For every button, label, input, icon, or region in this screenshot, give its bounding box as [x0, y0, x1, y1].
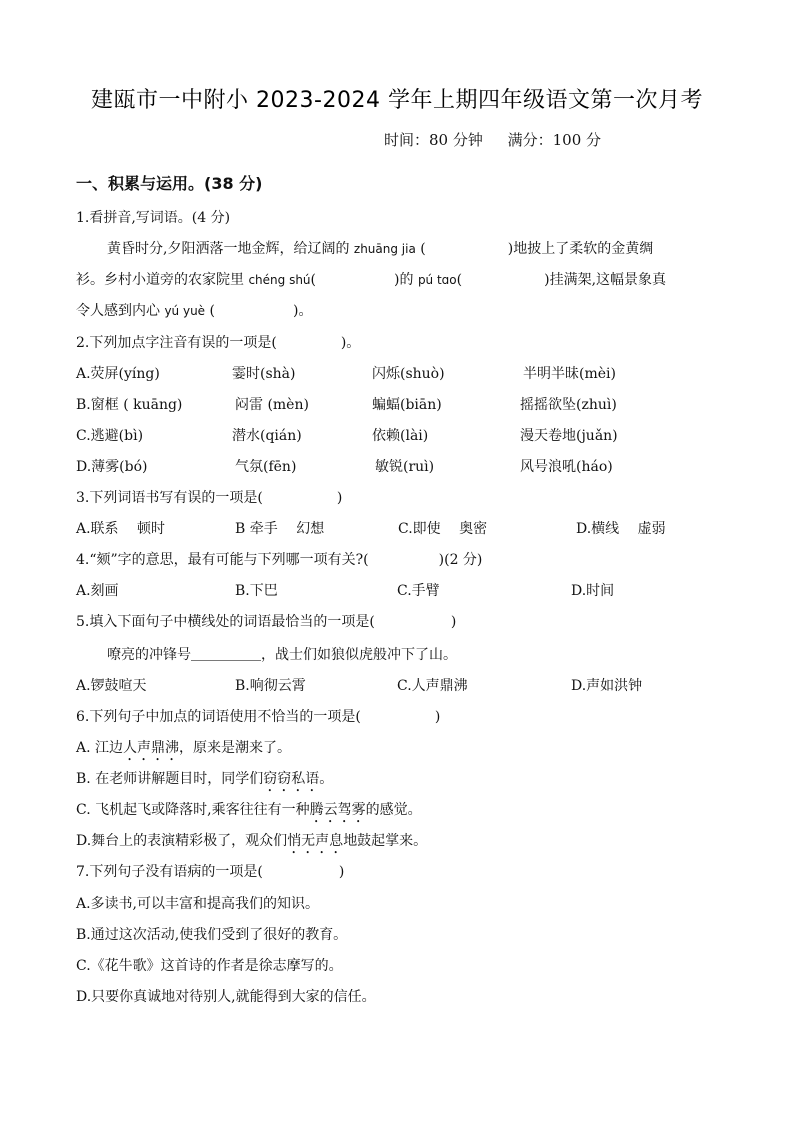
q7-option-c[interactable]: C.《花牛歌》这首诗的作者是徐志摩写的。 — [76, 958, 343, 974]
q6-a-pre: A. 江边 — [76, 740, 124, 756]
q7-stem-end: ) — [338, 864, 345, 880]
q6-a-dotted-word: 人声鼎沸 — [123, 740, 180, 756]
q1-para-line2 — [76, 269, 666, 289]
q4-option-a[interactable]: A.刻画 — [76, 583, 119, 599]
q3-option-a[interactable]: A.联系 顿时 — [76, 521, 166, 537]
q5-option-c[interactable]: C.人声鼎沸 — [397, 678, 468, 694]
q5-stem-text: 5.填入下面句子中横线处的词语最恰当的一项是( — [76, 614, 375, 630]
q1-para-line1 — [107, 238, 653, 258]
q4-option-c[interactable]: C.手臂 — [397, 583, 440, 599]
q1-text: 挂满架,这幅景象真 — [549, 272, 667, 288]
q3-option-b[interactable]: B 牵手 幻想 — [235, 521, 325, 537]
q3-stem-text: 3.下列词语书写有误的一项是( — [76, 490, 263, 506]
q6-d-post: 地鼓起掌来。 — [343, 833, 428, 849]
q3-option-c[interactable]: C.即使 奥密 — [398, 521, 488, 537]
q2-option: 气氛(fēn) — [235, 459, 297, 475]
q1-text: 地披上了柔软的金黄绸 — [513, 241, 654, 257]
q2-option: 闪烁(shuò) — [372, 366, 445, 382]
q6-c-pre: C. 飞机起飞或降落时,乘客往往有一种 — [76, 802, 310, 818]
q1-text: 黄昏时分,夕阳洒落一地金辉，给辽阔的 — [107, 241, 350, 257]
answer-blank[interactable]: ( ) — [456, 272, 550, 288]
q2-option: 敏锐(ruì) — [375, 459, 435, 475]
q2-option[interactable]: C.逃避(bì) — [76, 428, 144, 444]
q2-option: 漫天卷地(juǎn) — [520, 428, 618, 444]
q5-option-b[interactable]: B.响彻云霄 — [235, 678, 306, 694]
q3-option-d[interactable]: D.横线 虚弱 — [576, 521, 666, 537]
exam-meta — [384, 129, 621, 150]
q4-option-b[interactable]: B.下巴 — [235, 583, 278, 599]
exam-time: 时间：80 分钟 — [384, 131, 483, 149]
q5-stem — [76, 611, 456, 631]
q7-option-d[interactable]: D.只要你真诚地对待别人,就能得到大家的信任。 — [76, 989, 376, 1005]
q1-stem: 1.看拼音,写词语。(4 分) — [76, 210, 231, 226]
q1-para-line3 — [76, 300, 312, 320]
q1-text: 。 — [298, 303, 313, 319]
q6-b-dotted-word: 窃窃私语 — [263, 771, 320, 787]
q1-text: 令人感到内心 — [76, 303, 160, 319]
q4-stem — [76, 549, 482, 569]
q6-option-c[interactable] — [76, 799, 422, 826]
q2-option: 摇摇欲坠(zhuì) — [520, 397, 617, 413]
q7-stem-text: 7.下列句子没有语病的一项是( — [76, 864, 263, 880]
q2-option: 半明半昧(mèi) — [523, 366, 616, 382]
q5-option-d[interactable]: D.声如洪钟 — [571, 678, 643, 694]
q6-option-d[interactable] — [76, 830, 427, 857]
q4-stem-text: 4.“颏”字的意思，最有可能与下列哪一项有关?( — [76, 552, 369, 568]
q2-option: 依赖(lài) — [372, 428, 429, 444]
q2-option: 风号浪吼(háo) — [520, 459, 613, 475]
q7-option-a[interactable]: A.多读书,可以丰富和提高我们的知识。 — [76, 896, 320, 912]
q6-option-a[interactable] — [76, 737, 291, 764]
q5-option-a[interactable]: A.锣鼓喧天 — [76, 678, 147, 694]
q6-b-pre: B. 在老师讲解题目时，同学们 — [76, 771, 264, 787]
q6-c-post: 的感觉。 — [365, 802, 422, 818]
section-heading: 一、积累与运用。(38 分) — [76, 174, 263, 193]
q6-stem — [76, 706, 440, 726]
exam-score: 满分：100 分 — [507, 131, 602, 149]
q6-d-pre: D.舞台上的表演精彩极了，观众们 — [76, 833, 288, 849]
q2-option[interactable]: B.窗框 ( kuāng) — [76, 397, 183, 413]
q2-stem-end: )。 — [340, 335, 361, 351]
q4-option-d[interactable]: D.时间 — [571, 583, 615, 599]
q2-option[interactable]: D.薄雾(bó) — [76, 459, 148, 475]
q2-option: 霎时(shà) — [232, 366, 296, 382]
q6-stem-end: ) — [434, 709, 441, 725]
q7-option-b[interactable]: B.通过这次活动,使我们受到了很好的教育。 — [76, 927, 348, 943]
q1-text: 的 — [399, 272, 414, 288]
pinyin: zhuāng jia — [353, 242, 416, 256]
answer-blank[interactable]: ( ) — [420, 241, 514, 257]
q5-sentence: 嘹亮的冲锋号＿＿＿＿＿，战士们如狼似虎般冲下了山。 — [107, 647, 457, 663]
q6-a-post: ，原来是潮来了。 — [179, 740, 292, 756]
answer-blank[interactable]: ( ) — [209, 303, 299, 319]
q3-stem — [76, 487, 342, 507]
q2-option: 蝙蝠(biān) — [372, 397, 442, 413]
exam-title: 建瓯市一中附小 2023-2024 学年上期四年级语文第一次月考 — [91, 88, 703, 113]
q2-option: 闷雷 (mèn) — [235, 397, 309, 413]
q6-b-post: 。 — [319, 771, 334, 787]
q6-d-dotted-word: 悄无声息 — [287, 833, 344, 849]
answer-blank[interactable]: ( ) — [310, 272, 400, 288]
q2-option[interactable]: A.荧屏(yíng) — [76, 366, 160, 382]
q1-text: 衫。乡村小道旁的农家院里 — [76, 272, 244, 288]
q3-stem-end: ) — [336, 490, 343, 506]
q5-stem-end: ) — [450, 614, 457, 630]
q6-c-dotted-word: 腾云驾雾 — [309, 802, 366, 818]
q6-stem-text: 6.下列句子中加点的词语使用不恰当的一项是( — [76, 709, 361, 725]
pinyin: yú yuè — [164, 304, 206, 318]
q7-stem — [76, 861, 344, 881]
q2-stem-text: 2.下列加点字注音有误的一项是( — [76, 335, 277, 351]
pinyin: chéng shú — [248, 273, 311, 287]
pinyin: pú tɑo — [417, 273, 457, 287]
q2-option: 潜水(qián) — [232, 428, 302, 444]
q4-stem-end: )(2 分) — [438, 552, 483, 568]
q2-stem — [76, 332, 360, 352]
q6-option-b[interactable] — [76, 768, 333, 795]
